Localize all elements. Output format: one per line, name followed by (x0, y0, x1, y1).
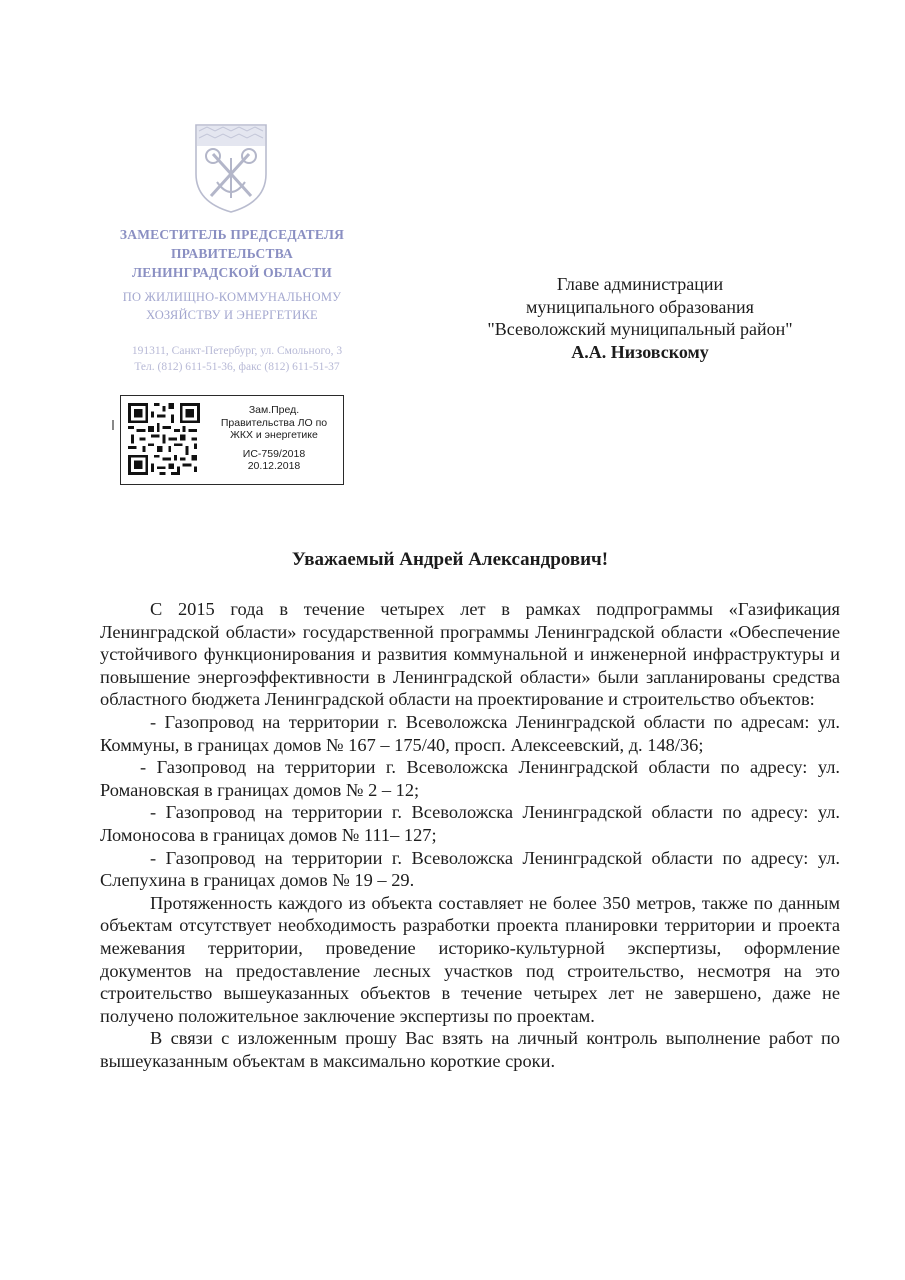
stamp-line: ЖКХ и энергетике (230, 429, 318, 441)
stamp-line: Зам.Пред. (248, 404, 300, 416)
stamp-registration-number: ИС-759/2018 (242, 447, 306, 460)
address-line: 191311, Санкт-Петербург, ул. Смольного, 3 (131, 345, 343, 357)
body-paragraph: С 2015 года в течение четырех лет в рамках подпрограммы «Газификация Ленинградской области» государственной программы Ленинградской области «Обеспечение устойчивого функционирования и развития коммунальной и инженерной инфраструктуры и повышение энергоэффективности в Ленинградской области» были запланированы средства областного бюджета Ленинградской области на проектирование и строительство объектов: (100, 599, 840, 710)
addressee-block (440, 273, 840, 363)
qr-code-icon (128, 403, 200, 475)
stamp-date: 20.12.2018 (247, 460, 301, 472)
organization-letterhead (92, 225, 372, 324)
addressee-line: Главе администрации (556, 274, 724, 294)
coat-of-arms-emblem (193, 122, 269, 214)
body-paragraph: В связи с изложенным прошу Вас взять на личный контроль выполнение работ по вышеуказанным объектам в максимально короткие сроки. (100, 1028, 840, 1071)
stamp-text (209, 404, 339, 473)
body-paragraph: Протяженность каждого из объекта составляет не более 350 метров, также по данным объектам отсутствует необходимость разработки проекта планировки территории и проекта межевания территории, проведение историко-культурной экспертизы, оформление документов на предоставление лесных участков под строительство, несмотря на это строительство вышеуказанных объектов в течение четырех лет не завершено, даже не получено положительное заключение экспертизы по проектам. (100, 892, 840, 1026)
registration-stamp (120, 395, 344, 485)
org-dept-line: ПО ЖИЛИЩНО-КОММУНАЛЬНОМУ (122, 290, 342, 304)
addressee-line: муниципального образования (526, 296, 754, 317)
org-dept-line: ХОЗЯЙСТВУ И ЭНЕРГЕТИКЕ (146, 308, 318, 322)
org-title-line: ЗАМЕСТИТЕЛЬ ПРЕДСЕДАТЕЛЯ (119, 227, 345, 242)
salutation: Уважаемый Андрей Александрович! (291, 549, 609, 570)
list-item: - Газопровод на территории г. Всеволожска Ленинградской области по адресу: ул. Романовская в границах домов № 2 – 12; (100, 757, 840, 800)
org-title-line: ЛЕНИНГРАДСКОЙ ОБЛАСТИ (132, 265, 332, 280)
addressee-line: "Всеволожский муниципальный район" (487, 319, 793, 339)
list-item: - Газопровод на территории г. Всеволожска Ленинградской области по адресу: ул. Слепухина в границах домов № 19 – 29. (100, 847, 840, 891)
margin-mark (112, 420, 114, 430)
org-address (92, 343, 382, 375)
org-title-line: ПРАВИТЕЛЬСТВА (170, 246, 293, 261)
stamp-line: Правительства ЛО по (220, 416, 328, 429)
list-item: - Газопровод на территории г. Всеволожска Ленинградской области по адресам: ул. Коммуны, в границах домов № 167 – 175/40, просп. Алексеевский, д. 148/36; (100, 711, 840, 755)
phone-line: Тел. (812) 611-51-36, факс (812) 611-51-37 (134, 361, 340, 373)
list-item: - Газопровод на территории г. Всеволожска Ленинградской области по адресу: ул. Ломоносова в границах домов № 111– 127; (100, 802, 840, 845)
letter-body (100, 598, 840, 1072)
addressee-name: А.А. Низовскому (571, 341, 709, 362)
